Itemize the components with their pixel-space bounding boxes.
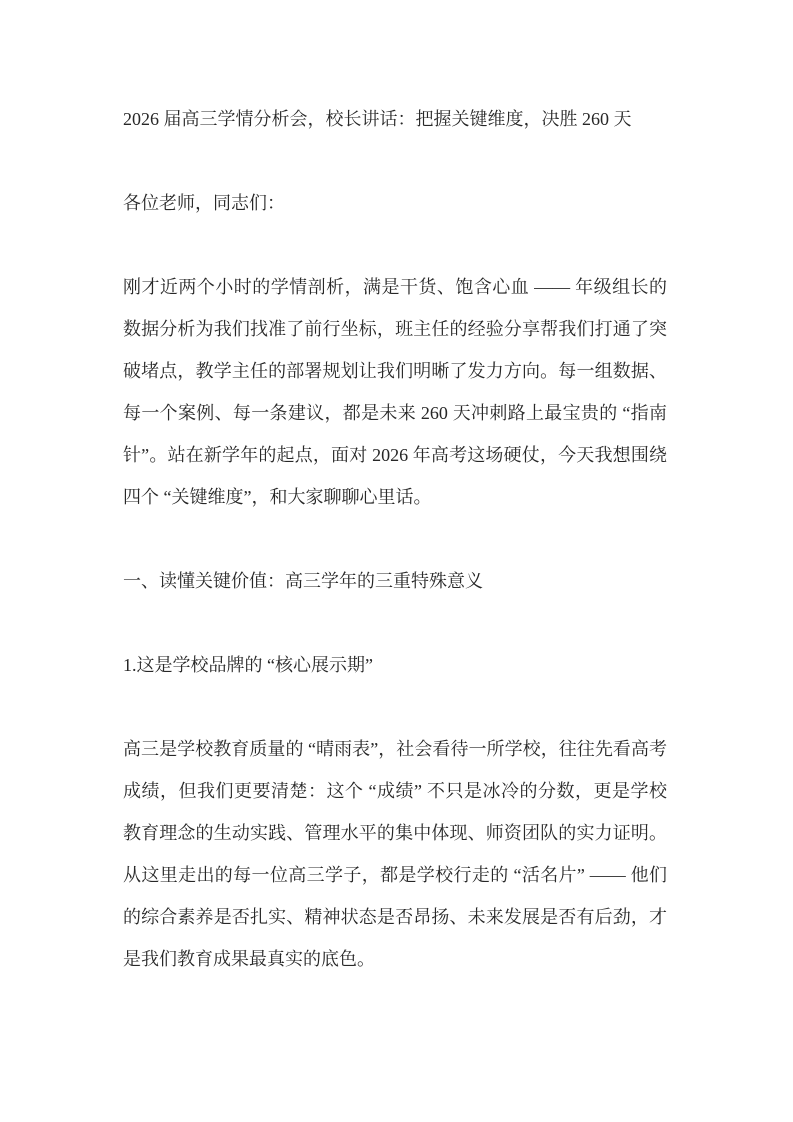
opening-paragraph: 刚才近两个小时的学情剖析，满是干货、饱含心血 —— 年级组长的数据分析为我们找准了前行坐标，班主任的经验分享帮我们打通了突破堵点，教学主任的部署规划让我们明晰了发力方向。每一组数据、每一个案例、每一条建议，都是未来 260 天冲刺路上最宝贵的 “指南针”。站在新学年的起点，面对 2026 年高考这场硬仗，今天我想围绕四个 “关键维度”，和大家聊聊心里话。	[123, 277, 667, 507]
salutation-line: 各位老师，同志们：	[123, 193, 285, 213]
subsection-heading: 1.这是学校品牌的 “核心展示期”	[123, 655, 373, 675]
document-title: 2026 届高三学情分析会，校长讲话：把握关键维度，决胜 260 天	[123, 109, 632, 129]
section-heading: 一、读懂关键价值：高三学年的三重特殊意义	[123, 571, 483, 591]
body-paragraph-brand: 高三是学校教育质量的 “晴雨表”，社会看待一所学校，往往先看高考成绩，但我们更要清楚：这个 “成绩” 不只是冰冷的分数，更是学校教育理念的生动实践、管理水平的集中体现、师资团队的实力证明。从这里走出的每一位高三学子，都是学校行走的 “活名片” —— 他们的综合素养是否扎实、精神状态是否昂扬、未来发展是否有后劲，才是我们教育成果最真实的底色。	[123, 739, 667, 969]
